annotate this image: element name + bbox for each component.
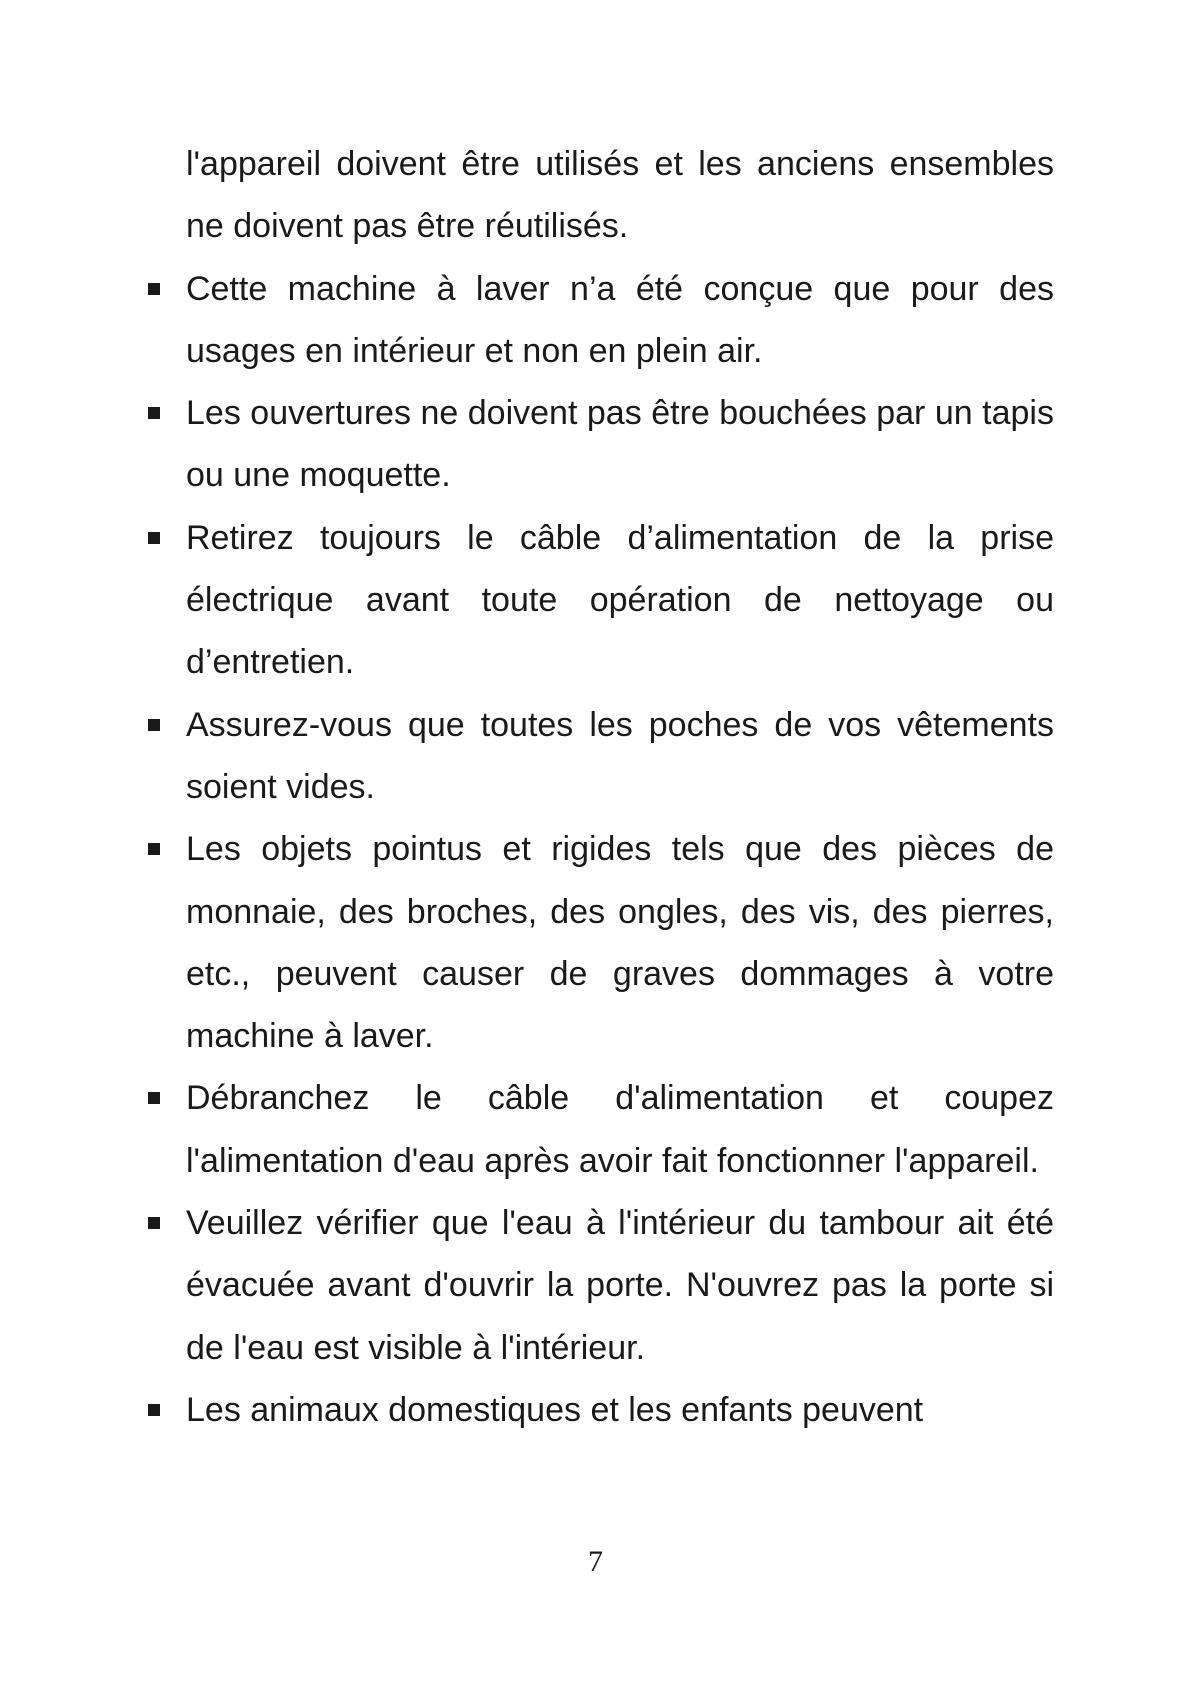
square-bullet-icon [148,283,160,295]
square-bullet-icon [148,1092,160,1104]
list-item [186,507,1054,694]
square-bullet-icon [148,407,160,419]
list-item [186,818,1054,1067]
list-item [186,258,1054,383]
square-bullet-icon [148,719,160,731]
list-item-text: Veuillez vérifier que l'eau à l'intérieur du tambour ait été évacuée avant d'ouvrir la porte. N'ouvrez pas la porte si de l'eau est visible à l'intérieur. [186,1204,1054,1367]
list-item [186,1067,1054,1192]
square-bullet-icon [148,843,160,855]
list-item [186,1379,1054,1441]
continuation-paragraph: l'appareil doivent être utilisés et les anciens ensembles ne doivent pas être réutilisés. [186,145,1054,246]
page-number: 7 [588,1545,603,1578]
list-item-text: Les animaux domestiques et les enfants peuvent [186,1390,924,1429]
list-item [186,1192,1054,1379]
list-item [186,382,1054,507]
list-item-text: Assurez-vous que toutes les poches de vos vêtements soient vides. [186,705,1054,806]
list-item-text: Retirez toujours le câble d’alimentation de la prise électrique avant toute opération de nettoyage ou d’entretien. [186,518,1054,682]
list-item-text: Cette machine à laver n’a été conçue que pour des usages en intérieur et non en plein air. [186,269,1054,370]
square-bullet-icon [148,1404,160,1416]
list-item-text: Les ouvertures ne doivent pas être bouchées par un tapis ou une moquette. [186,394,1054,495]
list-item-text: Les objets pointus et rigides tels que des pièces de monnaie, des broches, des ongles, des vis, des pierres, etc., peuvent causer de graves dommages à votre machine à laver. [186,830,1054,1056]
list-item-text: Débranchez le câble d'alimentation et coupez l'alimentation d'eau après avoir fait fonctionner l'appareil. [186,1079,1054,1180]
square-bullet-icon [148,1217,160,1229]
square-bullet-icon [148,532,160,544]
list-item [186,694,1054,819]
page-body [186,133,1054,1441]
